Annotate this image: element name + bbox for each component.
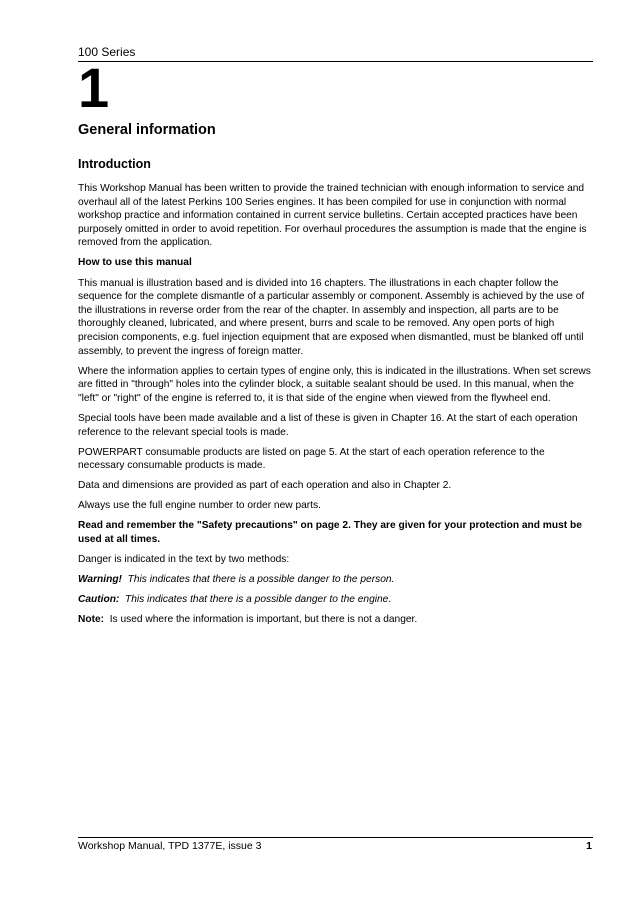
footer-title: Workshop Manual, TPD 1377E, issue 3 bbox=[78, 840, 262, 852]
warning-text: This indicates that there is a possible danger to the person. bbox=[127, 574, 395, 586]
note-label: Note: bbox=[78, 614, 105, 626]
footer-rule bbox=[78, 837, 593, 838]
body-text bbox=[78, 182, 592, 634]
note-text: Is used where the information is important, but there is not a danger. bbox=[109, 614, 418, 626]
paragraph-2: Where the information applies to certain types of engine only, this is indicated in the illustrations. When set screws are fitted in "through" holes into the cylinder block, a suitable sealant should be used. In this manual, when the "left" or "right" of the engine is referred to, it is that side of the engine when viewed from the flywheel end. bbox=[78, 365, 591, 404]
header-rule bbox=[78, 61, 593, 62]
caution-text: This indicates that there is a possible danger to the engine. bbox=[124, 594, 392, 606]
warning-line bbox=[78, 573, 592, 587]
caution-line bbox=[78, 593, 592, 607]
caution-label: Caution: bbox=[78, 594, 120, 606]
safety-paragraph: Read and remember the "Safety precautions" on page 2. They are given for your protection and must be used at all times. bbox=[78, 520, 582, 546]
series-label: 100 Series bbox=[78, 45, 136, 59]
paragraph-5: Data and dimensions are provided as part of each operation and also in Chapter 2. bbox=[78, 480, 452, 492]
section-title: Introduction bbox=[78, 157, 151, 171]
paragraph-3: Special tools have been made available and a list of these is given in Chapter 16. At the start of each operation reference to the relevant special tools is made. bbox=[78, 412, 578, 438]
paragraph-1: This manual is illustration based and is divided into 16 chapters. The illustrations in each chapter follow the sequence for the complete dismantle of a particular assembly or component. Assembly is achieved by the use of the illustrations in reverse order from the rear of the chapter. In assembly and inspection, all parts are to be thoroughly cleaned, lubricated, and where present, burrs and scale to be removed. Any open ports of high precision components, e.g. fuel injection equipment that are exposed when dismantled, must be blanked off until assembly, to prevent the ingress of foreign matter. bbox=[78, 277, 585, 357]
paragraph-4: POWERPART consumable products are listed on page 5. At the start of each operation reference to the necessary consumable products is made. bbox=[78, 446, 545, 472]
page-number: 1 bbox=[586, 840, 592, 852]
note-line bbox=[78, 613, 592, 627]
warning-label: Warning! bbox=[78, 574, 122, 586]
intro-paragraph: This Workshop Manual has been written to provide the trained technician with enough information to service and overhaul all of the latest Perkins 100 Series engines. It has been compiled for use in conjunction with normal workshop practice and information contained in current service bulletins. Certain accepted practices have been purposely omitted in order to avoid repetition. For overhaul procedures the assumption is made that the engine is removed from the application. bbox=[78, 183, 587, 249]
chapter-number: 1 bbox=[78, 56, 110, 119]
chapter-title: General information bbox=[78, 122, 216, 138]
subheading: How to use this manual bbox=[78, 257, 192, 269]
paragraph-8: Danger is indicated in the text by two methods: bbox=[78, 554, 290, 566]
paragraph-6: Always use the full engine number to order new parts. bbox=[78, 500, 321, 512]
